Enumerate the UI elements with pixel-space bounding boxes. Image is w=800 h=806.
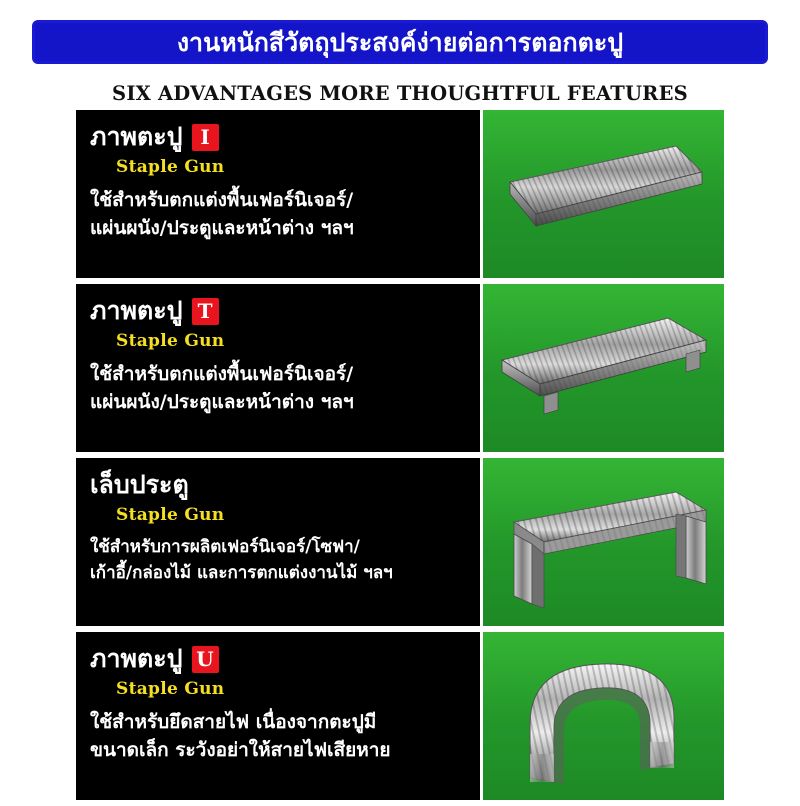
banner-title: งานหนักสีวัตถุประสงค์ง่ายต่อการตอกตะปู: [176, 27, 624, 57]
feature-description-line: ใช้สำหรับตกแต่งพื้นเฟอร์นิเจอร์/: [90, 363, 354, 385]
feature-text-panel: [76, 632, 480, 800]
feature-title: ภาพตะปู: [90, 295, 183, 325]
feature-title-line: [90, 642, 470, 676]
feature-description: [90, 709, 470, 764]
feature-title-line: [90, 468, 470, 502]
staple-t-flat-icon: [480, 284, 724, 452]
feature-description-line: แผ่นผนัง/ประตูและหน้าต่าง ฯลฯ: [90, 216, 354, 239]
feature-description-line: ขนาดเล็ก ระวังอย่าให้สายไฟเสียหาย: [90, 738, 391, 761]
feature-text-panel: [76, 458, 480, 626]
feature-description: [90, 187, 470, 242]
feature-image-panel: [480, 110, 724, 278]
feature-image-panel: [480, 284, 724, 452]
feature-subtitle: Staple Gun: [116, 505, 225, 525]
feature-description-line: ใช้สำหรับตกแต่งพื้นเฟอร์นิเจอร์/: [90, 189, 354, 211]
feature-title: ภาพตะปู: [90, 643, 183, 673]
header-banner: [32, 20, 768, 64]
feature-text-panel: [76, 284, 480, 452]
feature-description-line: ใช้สำหรับการผลิตเฟอร์นิเจอร์/โซฟา/: [90, 537, 360, 557]
feature-subtitle: Staple Gun: [116, 157, 225, 177]
feature-description-line: เก้าอี้/กล่องไม้ และการตกแต่งงานไม้ ฯลฯ: [90, 562, 393, 583]
staple-u-round-icon: [480, 632, 724, 800]
feature-description: [90, 361, 470, 416]
feature-title-line: [90, 120, 470, 154]
feature-image-panel: [480, 632, 724, 800]
feature-rows: [76, 110, 724, 806]
staple-i-flat-icon: [480, 110, 724, 278]
feature-text-panel: [76, 110, 480, 278]
feature-row: [76, 632, 724, 800]
type-badge: U: [192, 646, 219, 673]
sub-header: SIX ADVANTAGES MORE THOUGHTFUL FEATURES: [112, 82, 688, 105]
staple-square-icon: [480, 458, 724, 626]
feature-row: [76, 458, 724, 626]
feature-subtitle: Staple Gun: [116, 331, 225, 351]
feature-subtitle: Staple Gun: [116, 679, 225, 699]
feature-title-line: [90, 294, 470, 328]
feature-image-panel: [480, 458, 724, 626]
type-badge: I: [192, 124, 219, 151]
feature-description: [90, 535, 470, 586]
feature-description-line: ใช้สำหรับยึดสายไฟ เนื่องจากตะปูมี: [90, 711, 377, 733]
type-badge: T: [192, 298, 219, 325]
feature-description-line: แผ่นผนัง/ประตูและหน้าต่าง ฯลฯ: [90, 390, 354, 413]
feature-row: [76, 284, 724, 452]
feature-title: ภาพตะปู: [90, 121, 183, 151]
feature-row: [76, 110, 724, 278]
feature-title: เล็บประตู: [90, 469, 189, 499]
